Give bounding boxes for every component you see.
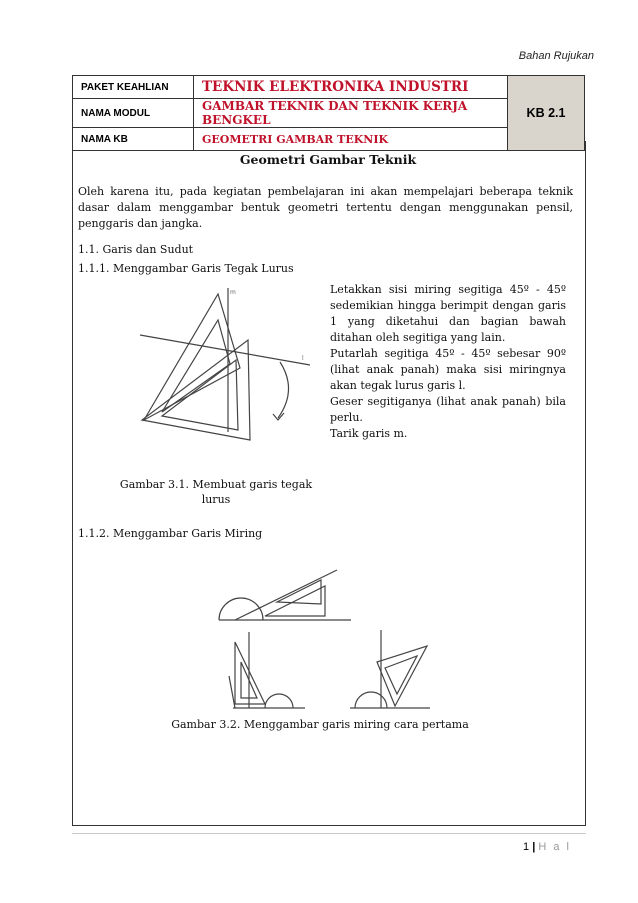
section-heading-1-1-1: 1.1.1. Menggambar Garis Tegak Lurus: [78, 262, 294, 275]
given-line-l: [140, 335, 310, 365]
step-text: Putarlah segitiga 45º - 45º sebesar 90º (lihat anak panah) maka sisi miringnya akan tegak lurus garis l.: [330, 347, 566, 392]
step-text: Letakkan sisi miring segitiga 45º - 45º sedemikian hingga berimpit dengan garis 1 yang diketahui dan bagian bawah ditahan oleh segitiga yang lain.: [330, 283, 566, 344]
step-text: Geser segitiganya (lihat anak panah) bila perlu.: [330, 395, 566, 424]
figure-inclined-lines: [205, 558, 445, 713]
svg-text:m: m: [230, 289, 236, 296]
module-info-table: [72, 75, 585, 151]
step-text: Tarik garis m.: [330, 427, 408, 440]
set-square-top: [277, 580, 321, 604]
perpendicular-steps: [330, 282, 566, 442]
section-heading-1-1: 1.1. Garis dan Sudut: [78, 243, 194, 256]
paket-value: TEKNIK ELEKTRONIKA INDUSTRI: [194, 76, 508, 99]
figure-2-caption: Gambar 3.2. Menggambar garis miring cara pertama: [171, 718, 469, 731]
figure-perpendicular-line: [130, 280, 320, 455]
protractor-bottom-right: [355, 692, 387, 708]
set-square-bottom-left: [235, 642, 265, 704]
kb-value: GEOMETRI GAMBAR TEKNIK: [194, 128, 508, 151]
paket-label: PAKET KEAHLIAN: [73, 76, 194, 99]
inclined-line-top: [235, 570, 337, 620]
modul-label: NAMA MODUL: [73, 99, 194, 128]
modul-value: GAMBAR TEKNIK DAN TEKNIK KERJA BENGKEL: [194, 99, 508, 128]
figure-1-caption: Gambar 3.1. Membuat garis tegak lurus: [119, 478, 313, 506]
footer-divider: [72, 833, 586, 834]
page-number: [523, 841, 571, 853]
intro-paragraph: Oleh karena itu, pada kegiatan pembelajaran ini akan mempelajari beberapa teknik dasar dalam menggambar bentuk geometri tertentu dengan menggunakan pensil, penggaris dan jangka.: [78, 185, 573, 230]
page-number-separator: |: [532, 841, 536, 853]
page-title: Geometri Gambar Teknik: [239, 152, 417, 167]
page-number-value: 1: [523, 841, 530, 853]
kb-code: KB 2.1: [508, 76, 585, 151]
header-note: Bahan Rujukan: [518, 50, 594, 62]
rotation-arrow: [278, 362, 289, 418]
section-heading-1-1-2: 1.1.2. Menggambar Garis Miring: [78, 527, 263, 540]
protractor-bottom-left: [265, 694, 293, 708]
svg-text:l: l: [302, 355, 304, 362]
kb-label: NAMA KB: [73, 128, 194, 151]
page-number-label: H a l: [538, 841, 571, 853]
set-square-bottom-right: [377, 646, 427, 706]
